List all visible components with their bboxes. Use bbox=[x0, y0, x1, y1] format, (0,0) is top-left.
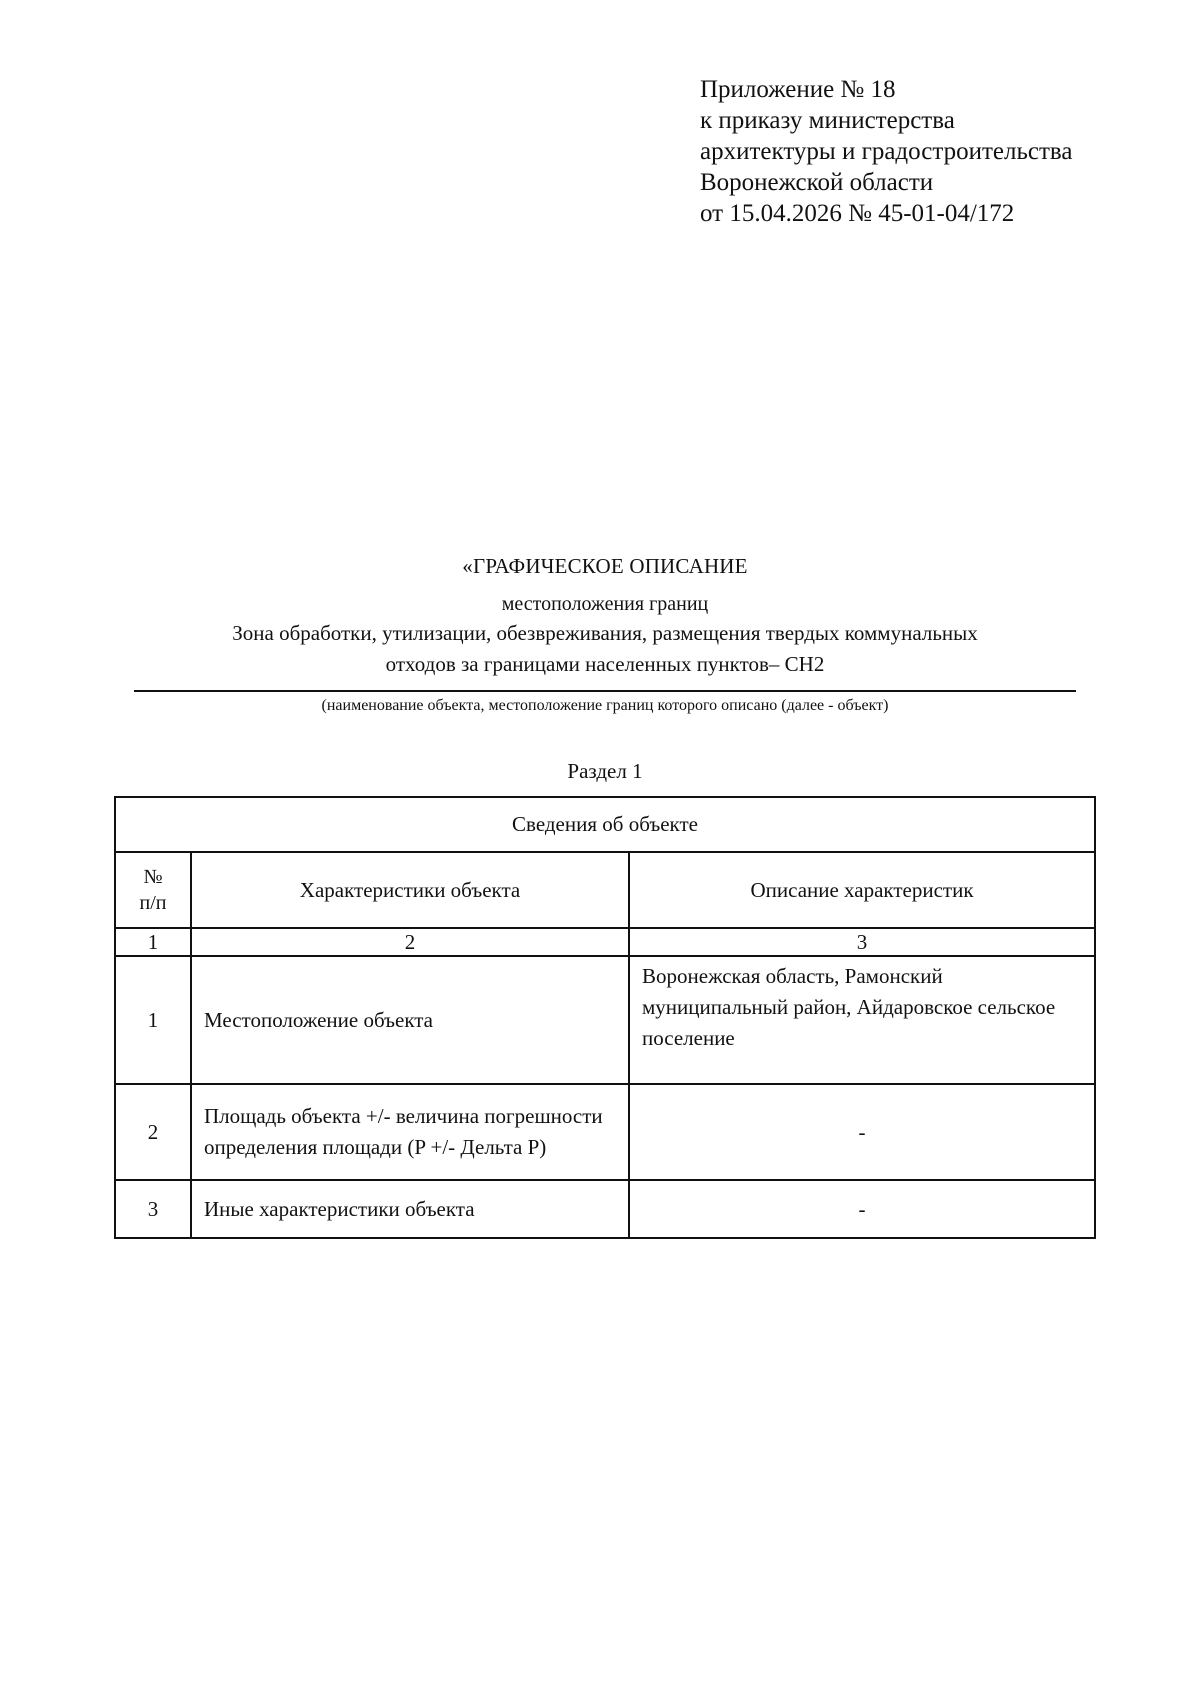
column-numbers-row bbox=[115, 928, 1095, 956]
object-name-line-1: Зона обработки, утилизации, обезвреживания, размещения твердых коммунальных bbox=[232, 621, 978, 645]
row-number: 1 bbox=[115, 956, 191, 1084]
header-description: Описание характеристик bbox=[629, 852, 1095, 928]
object-name-underline bbox=[134, 690, 1076, 692]
header-number-sign: № bbox=[143, 866, 163, 888]
table-caption: Сведения об объекте bbox=[115, 797, 1095, 852]
row-characteristic: Иные характеристики объекта bbox=[191, 1180, 629, 1238]
order-date-number: от 15.04.2026 № 45-01-04/172 bbox=[700, 200, 1015, 227]
row-description: - bbox=[629, 1180, 1095, 1238]
document-title: «ГРАФИЧЕСКОЕ ОПИСАНИЕ bbox=[462, 554, 748, 578]
object-info-table bbox=[114, 796, 1096, 1239]
row-characteristic: Площадь объекта +/- величина погрешности определения площади (P +/- Дельта P) bbox=[191, 1084, 629, 1180]
row-characteristic: Местоположение объекта bbox=[191, 956, 629, 1084]
column-number-3: 3 bbox=[629, 928, 1095, 956]
header-characteristic: Характеристики объекта bbox=[191, 852, 629, 928]
header-number bbox=[115, 852, 191, 928]
table-caption-row bbox=[115, 797, 1095, 852]
row-description: Воронежская область, Рамонский муниципальный район, Айдаровское сельское поселение bbox=[629, 956, 1095, 1084]
table-row bbox=[115, 956, 1095, 1084]
order-reference: к приказу министерства bbox=[700, 107, 955, 134]
header-number-abbr: п/п bbox=[139, 892, 167, 914]
document-subtitle: местоположения границ bbox=[501, 593, 709, 615]
region-name: Воронежской области bbox=[700, 169, 934, 196]
appendix-header bbox=[700, 74, 1160, 229]
column-number-1: 1 bbox=[115, 928, 191, 956]
table-row bbox=[115, 1084, 1095, 1180]
row-description: - bbox=[629, 1084, 1095, 1180]
row-number: 3 bbox=[115, 1180, 191, 1238]
row-number: 2 bbox=[115, 1084, 191, 1180]
section-label: Раздел 1 bbox=[567, 759, 643, 783]
ministry-name: архитектуры и градостроительства bbox=[700, 138, 1073, 165]
appendix-number: Приложение № 18 bbox=[700, 76, 896, 103]
column-number-2: 2 bbox=[191, 928, 629, 956]
document-title-block bbox=[130, 552, 1080, 680]
object-name-caption: (наименование объекта, местоположение границ которого описано (далее - объект) bbox=[321, 697, 889, 714]
object-name-line-2: отходов за границами населенных пунктов– СН2 bbox=[385, 652, 825, 676]
table-header-row bbox=[115, 852, 1095, 928]
table-row bbox=[115, 1180, 1095, 1238]
